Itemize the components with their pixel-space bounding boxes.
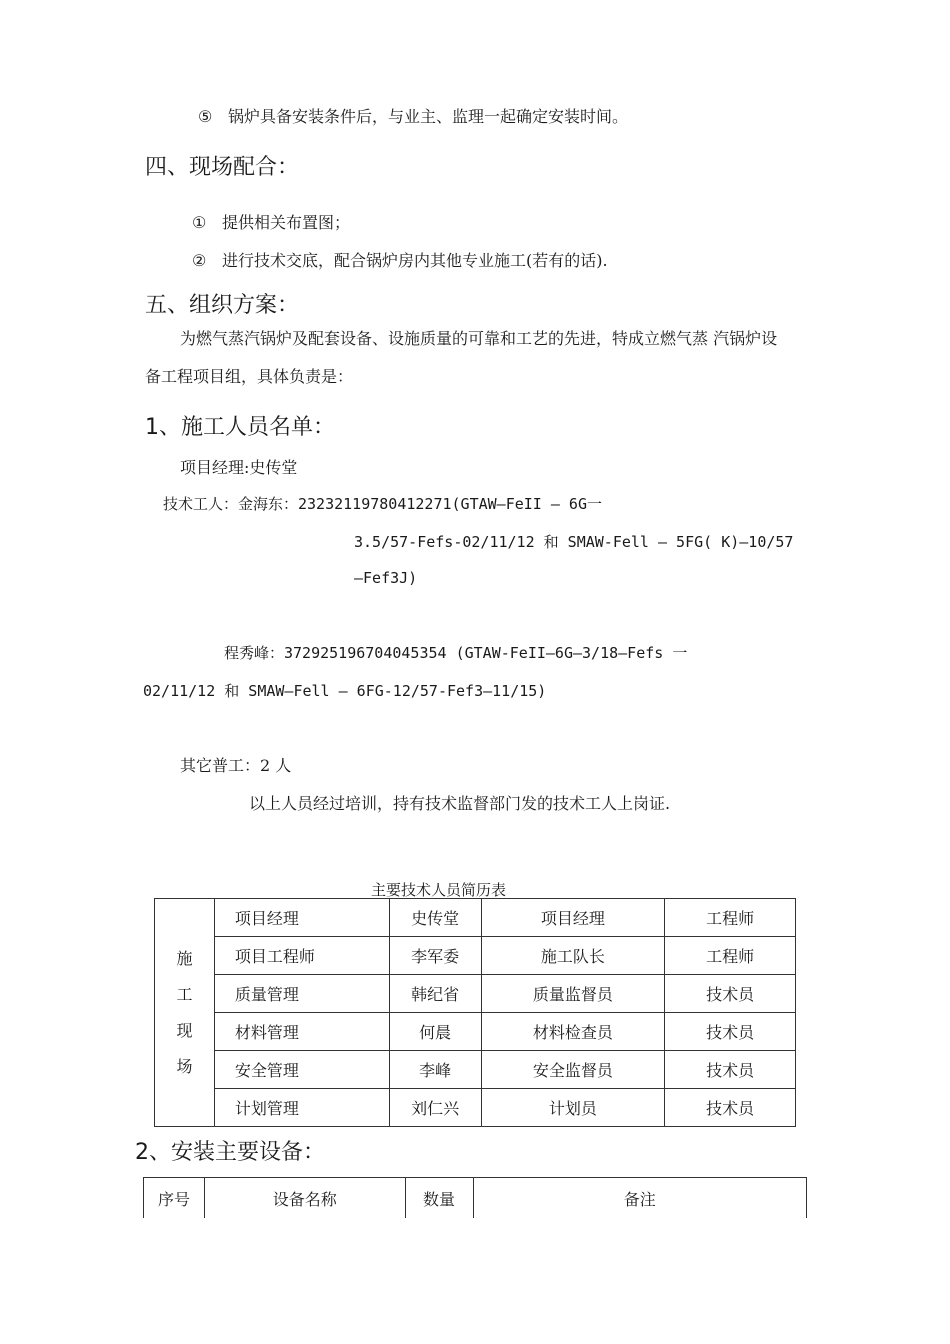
table-cell: 安全管理	[214, 1051, 389, 1089]
table-cell: 施工队长	[481, 937, 665, 975]
tech-worker-1-line3: —Fef3J)	[354, 569, 418, 587]
section5-paragraph-line2: 备工程项目组，具体负责是：	[145, 367, 354, 386]
other-workers-line: 其它普工：2 人	[180, 756, 292, 775]
group-label-char: 现	[176, 1020, 193, 1040]
table-header-row	[144, 1178, 807, 1219]
table-cell: 李峰	[389, 1051, 481, 1089]
table-cell: 材料检查员	[481, 1013, 665, 1051]
table-cell: 质量监督员	[481, 975, 665, 1013]
personnel-heading: 1、施工人员名单：	[145, 415, 335, 440]
section5-paragraph-line1: 为燃气蒸汽锅炉及配套设备、设施质量的可靠和工艺的先进，特成立燃气蒸 汽锅炉设	[180, 329, 778, 348]
table-cell: 技术员	[665, 1051, 796, 1089]
table-cell: 安全监督员	[481, 1051, 665, 1089]
section4-item-2	[192, 248, 608, 271]
tech-worker-1-line1: 技术工人：金海东：23232119780412271(GTAW—FeII — 6G一	[163, 495, 602, 513]
list-marker: ②	[192, 251, 207, 270]
table-cell: 韩纪省	[389, 975, 481, 1013]
tech-worker-2-line2: 02/11/12 和 SMAW—Fell — 6FG-12/57-Fef3—11/15)	[143, 682, 547, 700]
table-cell: 项目工程师	[214, 937, 389, 975]
table-cell: 工程师	[665, 937, 796, 975]
section4-heading: 四、现场配合：	[145, 155, 300, 180]
certification-note: 以上人员经过培训，持有技术监督部门发的技术工人上岗证.	[249, 794, 671, 813]
table-row	[155, 1089, 796, 1127]
table-cell: 何晨	[389, 1013, 481, 1051]
staff-table-caption: 主要技术人员简历表	[371, 881, 507, 899]
section3-item-5	[198, 104, 628, 127]
table-row	[155, 1051, 796, 1089]
list-item-text: 进行技术交底，配合锅炉房内其他专业施工(若有的话).	[222, 251, 608, 270]
tech-worker-1-line2: 3.5/57-Fefs-02/11/12 和 SMAW-Fell — 5FG( K)—10/57	[354, 533, 794, 551]
table-header-cell: 数量	[405, 1178, 473, 1219]
table-cell: 材料管理	[214, 1013, 389, 1051]
table-header-cell: 备注	[473, 1178, 806, 1219]
section5-heading: 五、组织方案：	[145, 293, 300, 318]
table-cell: 史传堂	[389, 899, 481, 937]
equipment-table	[143, 1177, 807, 1218]
project-manager-line: 项目经理:史传堂	[180, 458, 298, 477]
equipment-heading: 2、安装主要设备：	[135, 1140, 325, 1165]
table-cell: 技术员	[665, 975, 796, 1013]
table-cell: 技术员	[665, 1013, 796, 1051]
tech-worker-2-line1: 程秀峰：372925196704045354 (GTAW-FeII—6G—3/18—Fefs 一	[224, 644, 688, 662]
list-item-text: 提供相关布置图；	[222, 213, 351, 232]
list-item-text: 锅炉具备安装条件后，与业主、监理一起确定安装时间。	[228, 107, 629, 126]
group-label-char: 工	[176, 984, 193, 1004]
table-row	[155, 899, 796, 937]
table-cell: 项目经理	[214, 899, 389, 937]
section4-item-1	[192, 210, 350, 233]
table-header-cell: 序号	[144, 1178, 205, 1219]
group-label-char: 场	[176, 1056, 193, 1076]
table-header-cell: 设备名称	[204, 1178, 405, 1219]
table-cell: 质量管理	[214, 975, 389, 1013]
list-marker: ⑤	[198, 107, 213, 126]
table-row	[155, 1013, 796, 1051]
group-label-char: 施	[176, 948, 193, 968]
table-cell: 技术员	[665, 1089, 796, 1127]
table-cell: 计划员	[481, 1089, 665, 1127]
table-cell: 计划管理	[214, 1089, 389, 1127]
group-label-cell	[155, 899, 215, 1127]
list-marker: ①	[192, 213, 207, 232]
table-row	[155, 975, 796, 1013]
table-cell: 刘仁兴	[389, 1089, 481, 1127]
staff-table	[154, 898, 796, 1127]
table-cell: 项目经理	[481, 899, 665, 937]
table-cell: 工程师	[665, 899, 796, 937]
table-row	[155, 937, 796, 975]
table-cell: 李军委	[389, 937, 481, 975]
